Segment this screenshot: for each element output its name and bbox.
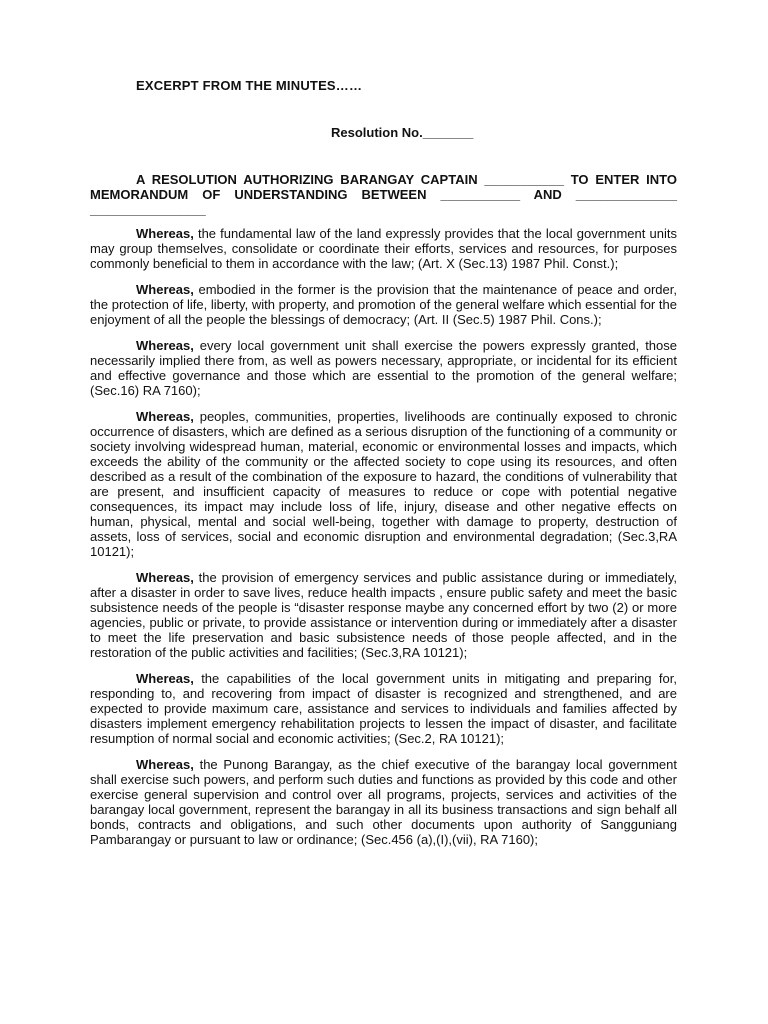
whereas-text: the provision of emergency services and public assistance during or immediately, after a disaster in order to save lives, reduce health impacts , ensure public safety and meet the basic subsistence needs of the people is “disaster response maybe any concerned effort by two (2) or more agencies, public or private, to provide assistance or intervention during or immediately after a disaster to meet the life preservation and basic subsistence needs of those people affected, and in the restoration of the public activities and facilities; (Sec.3,RA 10121); [90, 570, 677, 660]
whereas-lead: Whereas, [136, 671, 194, 686]
whereas-text: the capabilities of the local government units in mitigating and preparing for, responding to, and recovering from impact of disaster is recognized and strengthened, and are expected to provide maximum care, assistance and services to individuals and families affected by disasters implement emergency rehabilitation projects to lessen the impact of disaster, and facilitate resumption of normal social and economic activities; (Sec.2, RA 10121); [90, 671, 677, 746]
whereas-lead: Whereas, [136, 757, 194, 772]
whereas-paragraph [90, 757, 677, 847]
whereas-paragraph [90, 226, 677, 271]
resolution-title: A RESOLUTION AUTHORIZING BARANGAY CAPTAIN ___________ TO ENTER INTO MEMORANDUM OF UNDERSTANDING BETWEEN ___________ AND ______________ ________________ [90, 172, 677, 217]
whereas-text: peoples, communities, properties, livelihoods are continually exposed to chronic occurrence of disasters, which are defined as a serious disruption of the functioning of a community or society involving widespread human, material, economic or environmental losses and impacts, which exceeds the ability of the community or the affected society to cope using its resources, and often described as a result of the combination of the exposure to hazard, the conditions of vulnerability that are present, and insufficient capacity of measures to reduce or cope with potential negative consequences, its impact may include loss of life, injury, disease and other negative effects on human, physical, mental and social well-being, together with damage to property, destruction of assets, loss of services, social and economic disruption and environmental degradation; (Sec.3,RA 10121); [90, 409, 677, 559]
document-body [90, 226, 677, 858]
whereas-text: every local government unit shall exercise the powers expressly granted, those necessarily implied there from, as well as powers necessary, appropriate, or incidental for its efficient and effective governance and those which are essential to the promotion of the general welfare; (Sec.16) RA 7160); [90, 338, 677, 398]
whereas-lead: Whereas, [136, 226, 194, 241]
whereas-paragraph [90, 671, 677, 746]
whereas-paragraph [90, 282, 677, 327]
whereas-text: the fundamental law of the land expressly provides that the local government units may group themselves, consolidate or coordinate their efforts, services and resources, for purposes commonly beneficial to them in accordance with the law; (Art. X (Sec.13) 1987 Phil. Const.); [90, 226, 677, 271]
whereas-lead: Whereas, [136, 570, 194, 585]
whereas-text: the Punong Barangay, as the chief executive of the barangay local government shall exercise such powers, and perform such duties and functions as provided by this code and other exercise general supervision and control over all programs, projects, services and activities of the barangay local government, represent the barangay in all its business transactions and sign behalf all bonds, contracts and obligations, and such other documents upon authority of Sangguniang Pambarangay or pursuant to law or ordinance; (Sec.456 (a),(I),(vii), RA 7160); [90, 757, 677, 847]
whereas-paragraph [90, 409, 677, 559]
whereas-lead: Whereas, [136, 409, 194, 424]
whereas-lead: Whereas, [136, 338, 194, 353]
whereas-lead: Whereas, [136, 282, 194, 297]
whereas-paragraph [90, 338, 677, 398]
whereas-paragraph [90, 570, 677, 660]
resolution-number: Resolution No._______ [331, 125, 474, 140]
whereas-text: embodied in the former is the provision that the maintenance of peace and order, the protection of life, liberty, with property, and promotion of the general welfare which essential for the enjoyment of all the people the blessings of democracy; (Art. II (Sec.5) 1987 Phil. Cons.); [90, 282, 677, 327]
minutes-heading: EXCERPT FROM THE MINUTES…… [136, 78, 363, 93]
